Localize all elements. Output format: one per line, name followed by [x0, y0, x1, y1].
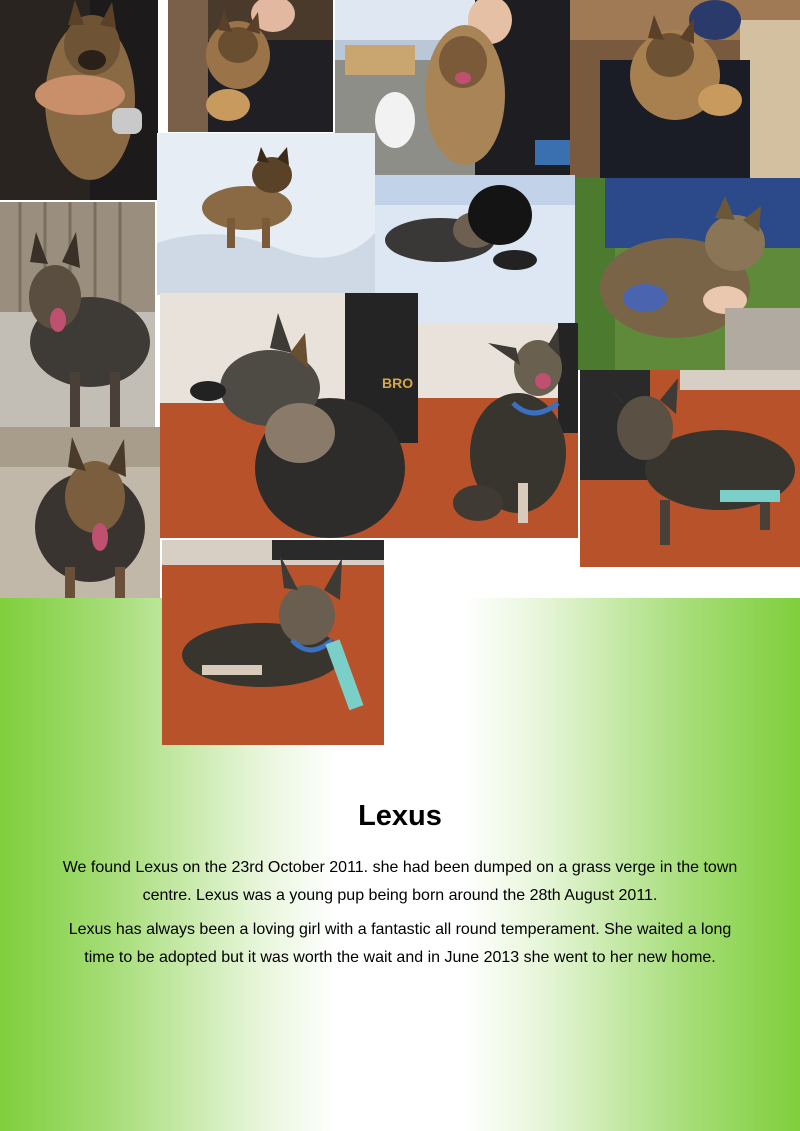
photo-dog-standing-tiles [580, 370, 800, 567]
photo-puppy-boy [168, 0, 333, 132]
photo-dog-profile [160, 293, 418, 538]
photo-dog-lying [162, 540, 384, 745]
photo-puppy-hands [0, 0, 158, 200]
photo-dog-blue-shirt [575, 178, 800, 370]
photo-puppy-snow [157, 133, 375, 295]
photo-dog-sitting [418, 323, 578, 538]
photo-dog-fence [0, 202, 155, 427]
paragraph-intro: We found Lexus on the 23rd October 2011. she had been dumped on a grass verge in the town centre. Lexus was a young pup being born around the 28th August 2011. [62, 859, 738, 904]
svg-text:BRO: BRO [382, 375, 414, 391]
paragraph-adoption: Lexus has always been a loving girl with a fantastic all round temperament. She waited a long time to be adopted but it was worth the wait and in June 2013 she went to her new home. [68, 921, 732, 966]
photo-dog-gravel [0, 427, 160, 598]
page-title: Lexus [358, 800, 442, 832]
photo-puppy-blue-hat [570, 0, 800, 178]
